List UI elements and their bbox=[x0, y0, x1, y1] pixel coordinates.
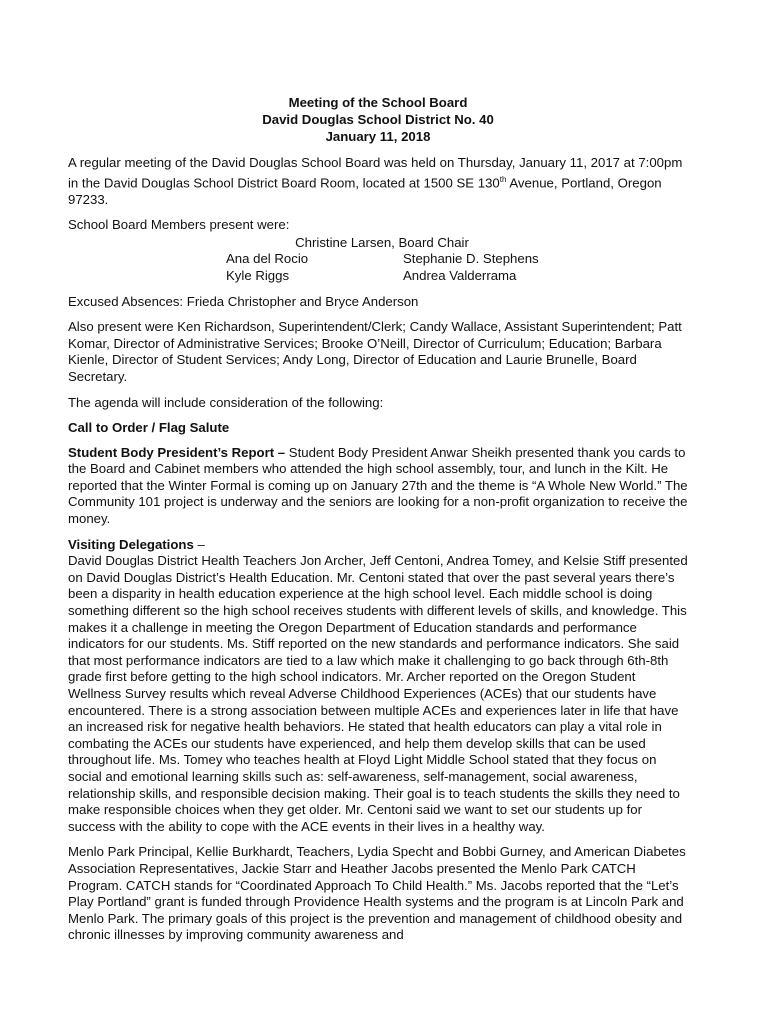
member-name: Kyle Riggs bbox=[226, 267, 290, 283]
student-report-heading: Student Body President’s Report – bbox=[68, 444, 286, 460]
district-name: David Douglas School District No. 40 bbox=[262, 112, 494, 127]
student-report-paragraph bbox=[68, 445, 688, 528]
intro-text: A regular meeting of the David Douglas School Board was held on Thursday, January 11, 2017 at 7:00pm in the David Douglas School District Board Room, located at 1500 SE 130 bbox=[68, 155, 683, 190]
meeting-title: Meeting of the School Board bbox=[288, 95, 468, 110]
meeting-date: January 11, 2018 bbox=[325, 129, 431, 144]
members-heading: School Board Members present were: bbox=[68, 217, 290, 233]
members-list bbox=[226, 251, 688, 284]
visiting-delegations-heading: Visiting Delegations bbox=[68, 536, 194, 552]
intro-text-end: Avenue, Portland, Oregon 97233. bbox=[68, 174, 662, 207]
visiting-delegations-dash: – bbox=[193, 536, 205, 552]
ordinal-suffix: th bbox=[499, 174, 507, 184]
student-report-body: Student Body President Anwar Sheikh presented thank you cards to the Board and Cabinet members who attended the high school assembly, tour, and lunch in the Kilt. He reported that the Winter Formal is coming up on January 27th and the theme is “A Whole New World.” The Community 101 project is underway and the seniors are looking for a non-profit organization to receive the money. bbox=[68, 444, 688, 527]
member-name: Andrea Valderrama bbox=[403, 267, 517, 283]
also-present-paragraph: Also present were Ken Richardson, Superintendent/Clerk; Candy Wallace, Assistant Superintendent; Patt Komar, Director of Administrative Services; Brooke O’Neill, Director of Curriculum; Education; Barbara Kienle, Director of Student Services; Andy Long, Director of Education and Laurie Brunelle, Board Secretary. bbox=[68, 319, 682, 384]
agenda-intro: The agenda will include consideration of the following: bbox=[68, 394, 384, 410]
intro-paragraph bbox=[68, 155, 688, 208]
visiting-delegations-body: David Douglas District Health Teachers Jon Archer, Jeff Centoni, Andrea Tomey, and Kelsie Stiff presented on David Douglas District’s Health Education. Mr. Centoni stated that over the past several years there’s been a disparity in health education experience at the high school level. Each middle school is doing something different so the high school receives students with different levels of skills, and knowledge. This makes it a challenge in meeting the Oregon Department of Education standards and performance indicators for our students. Ms. Stiff reported on the new standards and performance indicators. She said that most performance indicators are tied to a law which make it challenging to go back through 6th-8th grade first before getting to the high school indicators. Mr. Archer reported on the Oregon Student Wellness Survey results which reveal Adverse Childhood Experiences (ACEs) that our students have encountered. There is a strong association between multiple ACEs and experiences later in life that have an increased risk for negative health behaviors. He stated that health educators can play a vital role in combating the ACEs our students have experienced, and help them develop skills that can be used throughout life. Ms. Tomey who teaches health at Floyd Light Middle School stated that they focus on social and emotional learning skills such as: self-awareness, self-management, social awareness, relationship skills, and responsible decision making. Their goal is to teach students the skills they need to make responsible choices when they get older. Mr. Centoni said we want to set our students up for success with the ability to cope with the ACE events in their lives in a healthy way. bbox=[68, 553, 688, 834]
document-title-block bbox=[68, 94, 688, 145]
board-chair: Christine Larsen, Board Chair bbox=[295, 234, 469, 250]
excused-absences: Excused Absences: Frieda Christopher and Bryce Anderson bbox=[68, 293, 419, 309]
member-name: Ana del Rocio bbox=[226, 251, 309, 267]
document-content bbox=[68, 94, 688, 953]
call-to-order-heading: Call to Order / Flag Salute bbox=[68, 420, 230, 436]
visiting-delegations-heading-line bbox=[68, 537, 688, 554]
member-name: Stephanie D. Stephens bbox=[403, 251, 539, 267]
menlo-park-paragraph: Menlo Park Principal, Kellie Burkhardt, Teachers, Lydia Specht and Bobbi Gurney, and American Diabetes Association Representatives, Jackie Starr and Heather Jacobs presented the Menlo Park CATCH Program. CATCH stands for “Coordinated Approach To Child Health.” Ms. Jacobs reported that the “Let’s Play Portland” grant is funded through Providence Health systems and the program is at Lincoln Park and Menlo Park. The primary goals of this project is the prevention and management of childhood obesity and chronic illnesses by improving community awareness and bbox=[68, 844, 686, 943]
